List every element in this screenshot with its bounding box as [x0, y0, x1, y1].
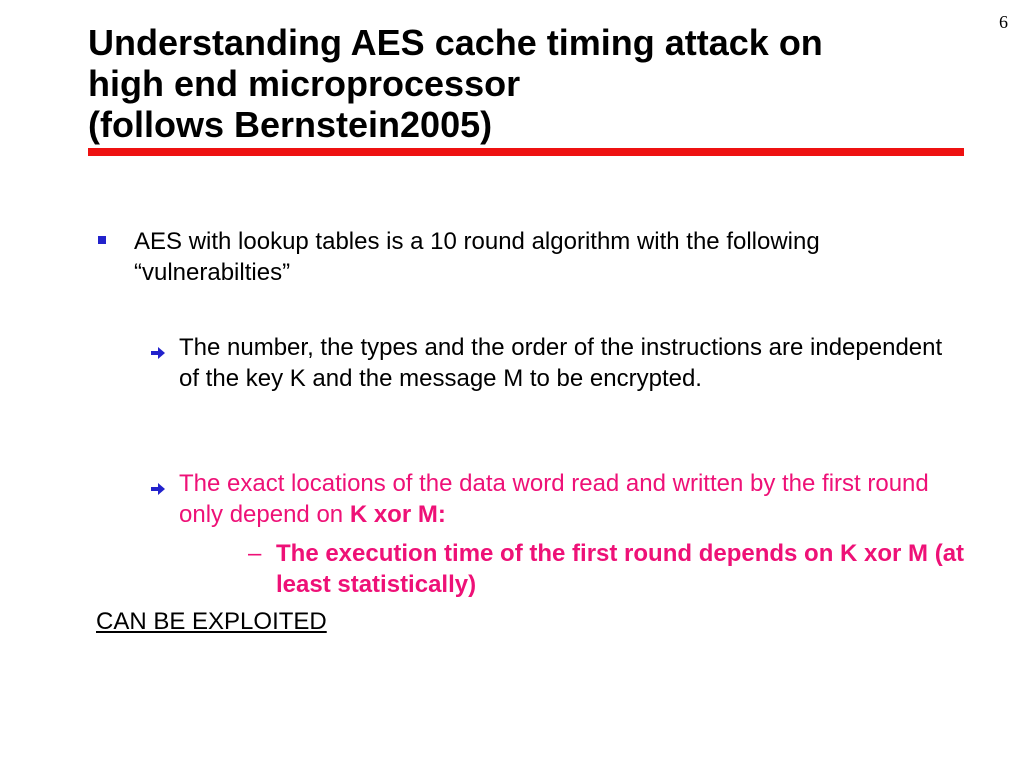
arrow-right-icon-shape — [150, 345, 166, 361]
dash-marker: – — [248, 540, 262, 567]
bullet-sub-2-text — [179, 468, 950, 530]
bullet-sub-1 — [150, 332, 950, 394]
bullet-sub-2-text-bold: K xor M: — [349, 501, 446, 528]
title-line-1: Understanding AES cache timing attack on — [88, 22, 823, 63]
arrow-right-icon — [150, 474, 166, 490]
title-line-3: (follows Bernstein2005) — [88, 104, 493, 145]
bullet-sub-2-detail-text: The execution time of the first round depends on K xor M (at least statistically) — [276, 540, 965, 598]
bullet-sub-2-detail — [248, 538, 968, 600]
arrow-right-icon-shape — [150, 481, 166, 497]
bullet-sub-2-text-prefix: The exact locations of the data word read and written by the first round only depend on — [179, 470, 929, 528]
bullet-sub-2 — [150, 468, 950, 530]
square-bullet-icon — [98, 236, 106, 244]
page-number: 6 — [999, 12, 1008, 32]
exploit-note: CAN BE EXPLOITED — [96, 608, 327, 635]
bullet-main-text: AES with lookup tables is a 10 round algorithm with the following “vulnerabilties” — [134, 228, 820, 286]
arrow-right-icon — [150, 338, 166, 354]
title-line-2: high end microprocessor — [88, 63, 521, 104]
bullet-sub-1-text: The number, the types and the order of the instructions are independent of the key K and the message M to be encrypted. — [179, 334, 943, 392]
bullet-main — [96, 226, 956, 288]
